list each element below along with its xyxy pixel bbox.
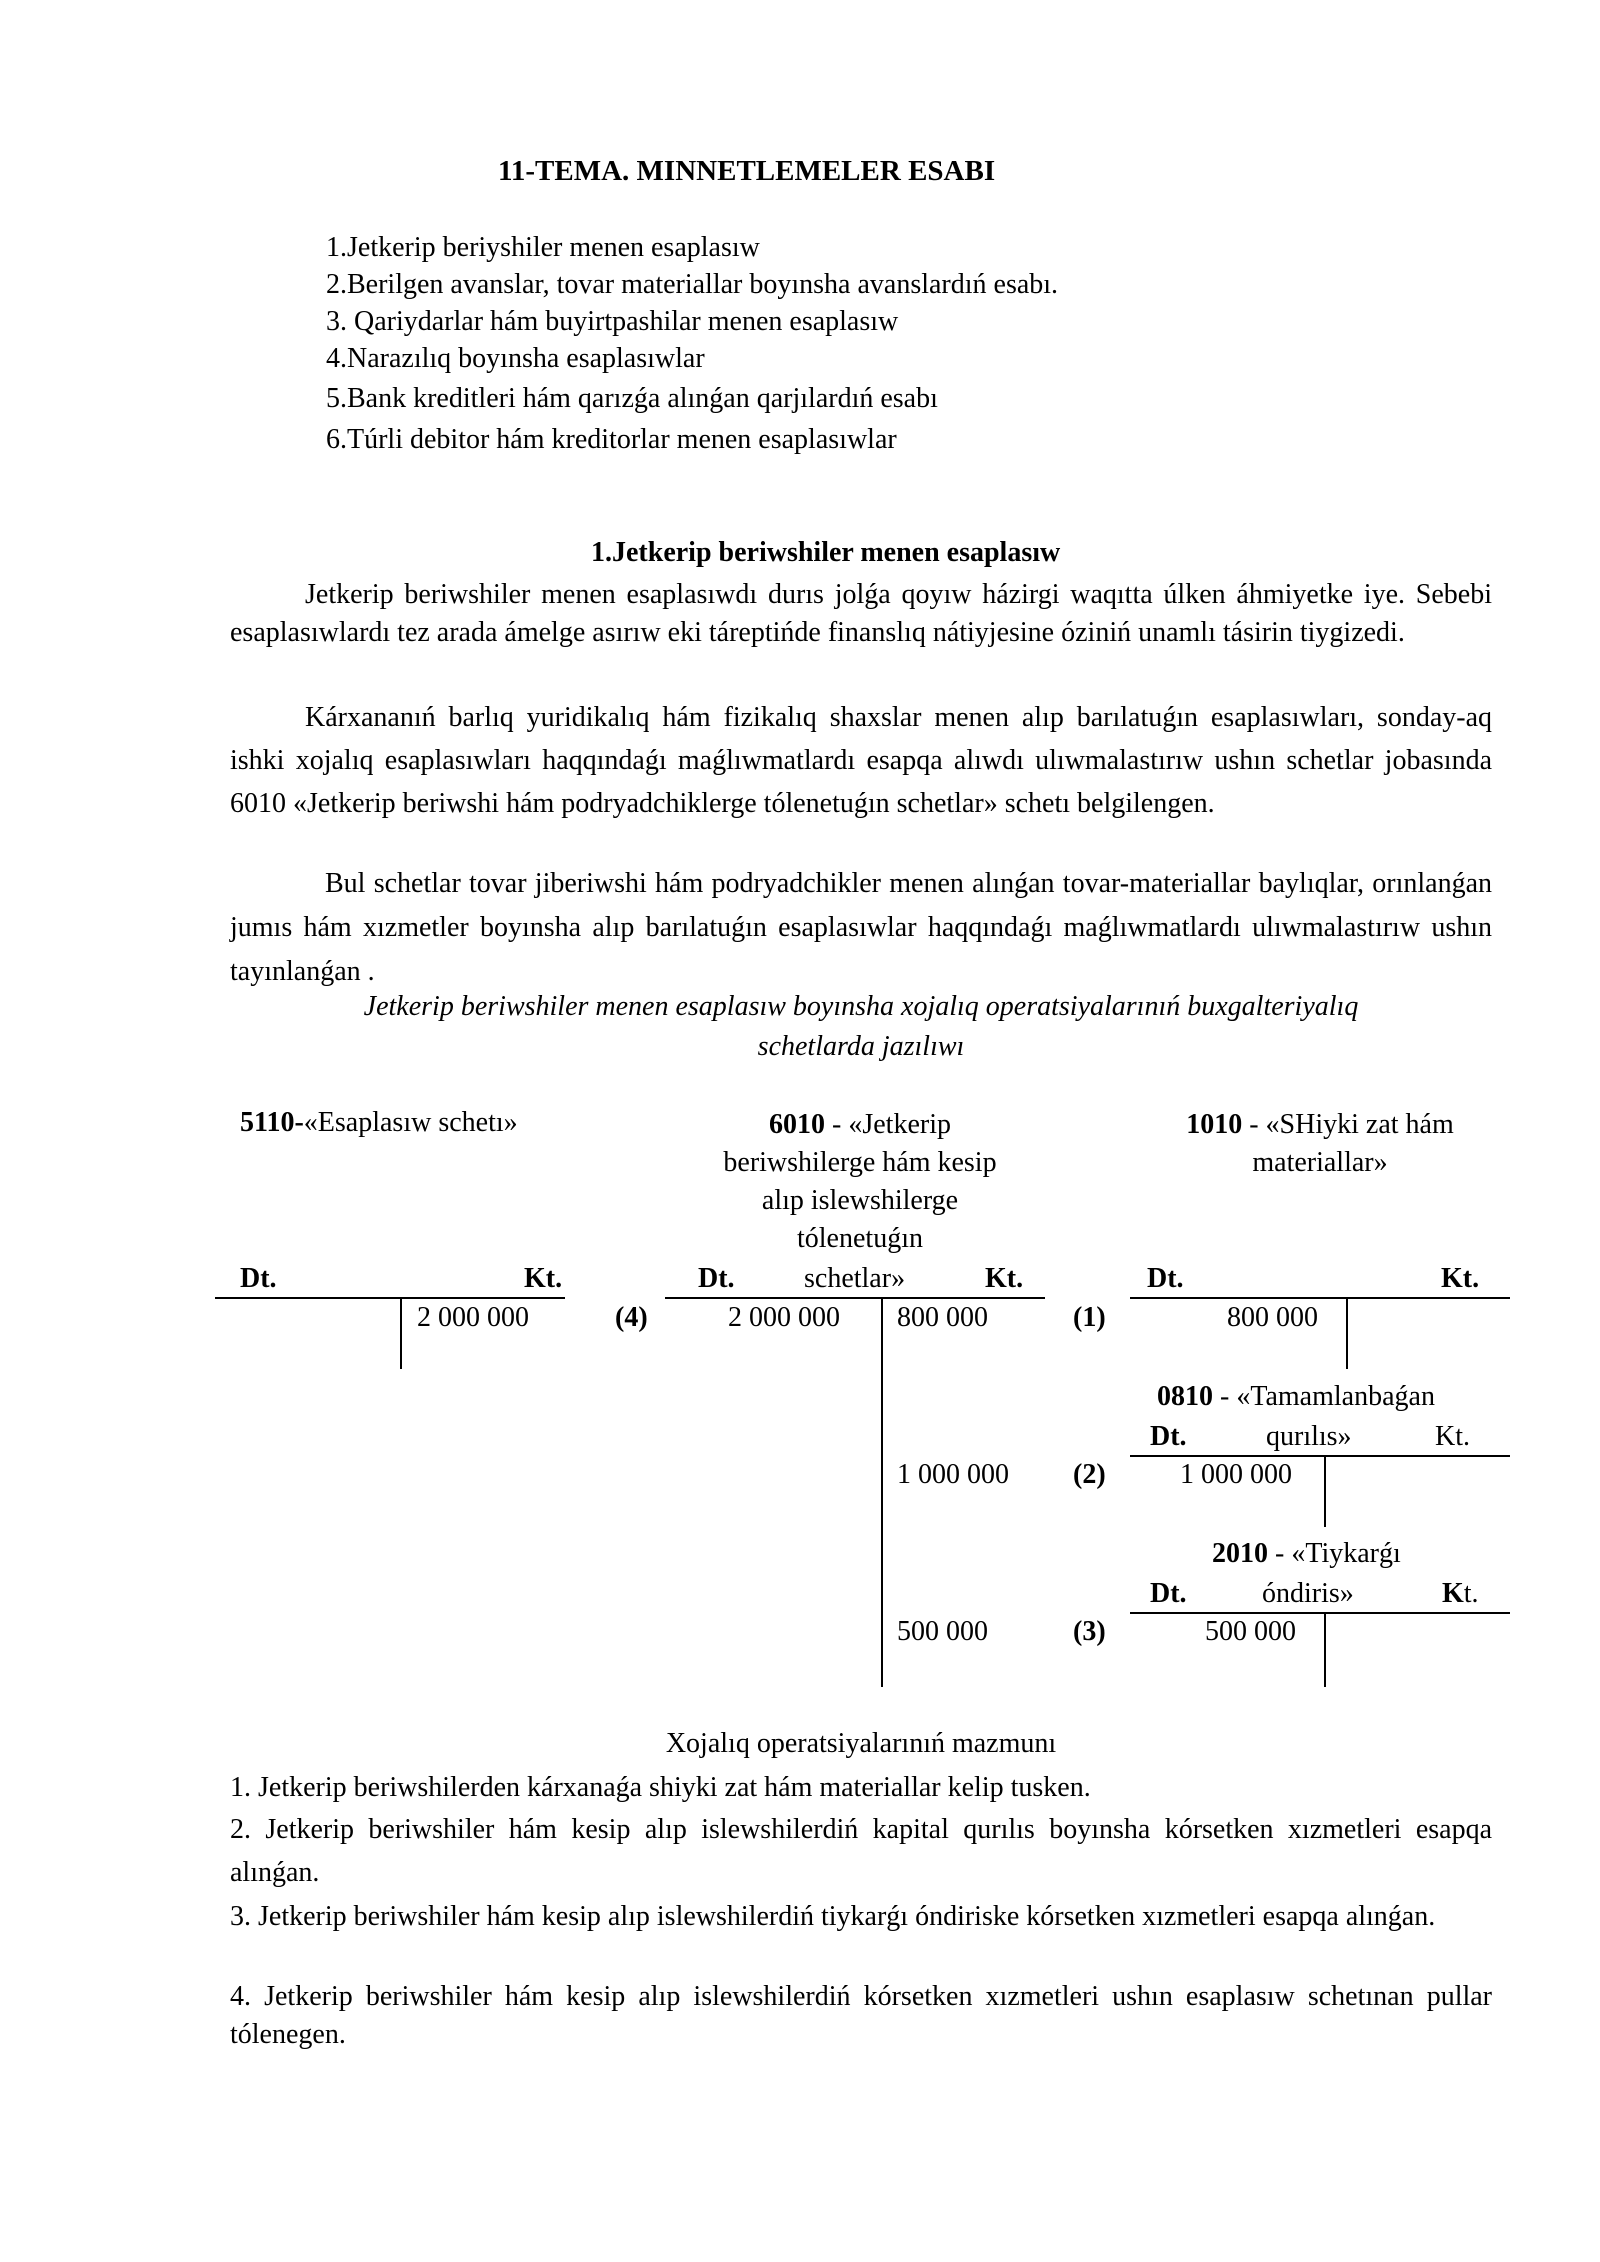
list-item: 3. Qariydarlar hám buyirtpashilar menen esaplasıw <box>326 306 899 337</box>
page-title: 11-TEMA. MINNETLEMELER ESABI <box>498 155 996 187</box>
account-0810-title: 0810 - «Tamamlanbaǵan <box>1157 1381 1435 1412</box>
debit-label: Dt. <box>1150 1421 1187 1452</box>
t-account-vertical <box>400 1297 402 1369</box>
debit-amount: 800 000 <box>1227 1302 1318 1333</box>
credit-label: Kt. <box>524 1263 563 1294</box>
entry-number: (4) <box>615 1302 648 1333</box>
account-code: 5110- <box>240 1107 304 1138</box>
account-5110-title <box>240 1106 518 1140</box>
account-name-last-line: qurılıs» <box>1266 1421 1352 1452</box>
list-item: 6.Túrli debitor hám kreditorlar menen esaplasıwlar <box>326 424 897 455</box>
list-item: 2.Berilgen avanslar, tovar materiallar boyınsha avanslardıń esabı. <box>326 269 1059 300</box>
credit-amount: 500 000 <box>897 1616 988 1647</box>
account-name-last-line: óndiris» <box>1262 1578 1354 1609</box>
credit-label: Kt. <box>1441 1263 1480 1294</box>
list-item: 1.Jetkerip beriyshiler menen esaplasıw <box>326 232 760 263</box>
debit-label: Dt. <box>1147 1263 1184 1294</box>
account-code: 1010 <box>1186 1109 1243 1140</box>
t-account-vertical <box>1324 1455 1326 1527</box>
account-code: 0810 <box>1157 1381 1213 1412</box>
paragraph: Jetkerip beriwshiler menen esaplasıwdı durıs jolǵa qoyıw házirgi waqıtta úlken áhmiyetke iye. Sebebi esaplasıwlardı tez arada ámelge asırıw eki táreptińde finanslıq nátiyjesine óziniń unamlı tásirin tiygizedi. <box>230 579 1492 648</box>
list-item: 3. Jetkerip beriwshiler hám kesip alıp islewshilerdiń tiykarǵı óndiriske kórsetken xızmetleri esapqa alınǵan. <box>230 1901 1436 1932</box>
list-item: 4.Narazılıq boyınsha esaplasıwlar <box>326 343 705 374</box>
t-account-horizontal <box>665 1297 1045 1299</box>
account-code: 6010 <box>769 1109 826 1140</box>
credit-amount: 800 000 <box>897 1302 988 1333</box>
debit-amount: 1 000 000 <box>1180 1459 1292 1490</box>
caption-line: Jetkerip beriwshiler menen esaplasıw boyınsha xojalıq operatsiyalarınıń buxgalteriyalıq <box>363 991 1359 1022</box>
credit-amount: 1 000 000 <box>897 1459 1009 1490</box>
t-account-horizontal <box>215 1297 565 1299</box>
t-account-horizontal <box>1130 1455 1510 1457</box>
t-account-vertical <box>1324 1612 1326 1687</box>
operations-heading: Xojalıq operatsiyalarınıń mazmunı <box>665 1728 1057 1759</box>
paragraph: Kárxananıń barlıq yuridikalıq hám fizikalıq shaxslar menen alıp barılatuǵın esaplasıwları, sonday-aq ishki xojalıq esaplasıwları haqqındaǵı maǵlıwmatlardı esapqa alıwdı ulıwmalastırıw ushın schetlar jobasında 6010 «Jetkerip beriwshi hám podryadchiklerge tólenetuǵın schetlar» schetı belgilengen. <box>230 702 1492 819</box>
caption-line: schetlarda jazılıwı <box>757 1031 965 1062</box>
t-account-horizontal <box>1130 1612 1510 1614</box>
debit-label: Dt. <box>1150 1578 1187 1609</box>
account-2010-title: 2010 - «Tiykarǵı <box>1212 1538 1401 1569</box>
entry-number: (2) <box>1073 1459 1106 1490</box>
list-item: 5.Bank kreditleri hám qarızǵa alınǵan qarjılardıń esabı <box>326 383 938 414</box>
account-1010-title: 1010 - «SHiyki zat hám materiallar» <box>1186 1109 1454 1178</box>
account-code: 2010 <box>1212 1538 1268 1569</box>
credit-amount: 2 000 000 <box>417 1302 529 1333</box>
debit-label: Dt. <box>240 1263 277 1294</box>
t-account-horizontal <box>1130 1297 1510 1299</box>
debit-label: Dt. <box>698 1263 735 1294</box>
entry-number: (1) <box>1073 1302 1106 1333</box>
credit-label: Kt. <box>985 1263 1024 1294</box>
credit-label: Kt. <box>1435 1421 1470 1452</box>
list-item: 2. Jetkerip beriwshiler hám kesip alıp islewshilerdiń kapital qurılıs boyınsha kórsetken xızmetleri esapqa alınǵan. <box>230 1814 1492 1888</box>
t-account-vertical <box>881 1297 883 1687</box>
t-account-vertical <box>1346 1297 1348 1369</box>
entry-number: (3) <box>1073 1616 1106 1647</box>
list-item: 4. Jetkerip beriwshiler hám kesip alıp islewshilerdiń kórsetken xızmetleri ushın esaplasıw schetınan pullar tólenegen. <box>230 1981 1492 2050</box>
account-6010-title: 6010 - «Jetkerip beriwshilerge hám kesip alıp islewshilerge tólenetuǵın <box>723 1109 997 1254</box>
account-name: «Esaplasıw schetı» <box>303 1107 518 1138</box>
debit-amount: 500 000 <box>1205 1616 1296 1647</box>
paragraph: Bul schetlar tovar jiberiwshi hám podryadchikler menen alınǵan tovar-materiallar baylıqlar, orınlanǵan jumıs hám xızmetler boyınsha alıp barılatuǵın esaplasıwlar haqqındaǵı maǵlıwmatlardı ulıwmalastırıw ushın tayınlanǵan . <box>230 868 1492 987</box>
section-heading: 1.Jetkerip beriwshiler menen esaplasıw <box>591 537 1061 568</box>
account-name-last-line: schetlar» <box>804 1263 906 1294</box>
credit-label: Kt. <box>1442 1578 1479 1609</box>
list-item: 1. Jetkerip beriwshilerden kárxanaǵa shiyki zat hám materiallar kelip tusken. <box>230 1772 1091 1803</box>
debit-amount: 2 000 000 <box>728 1302 840 1333</box>
